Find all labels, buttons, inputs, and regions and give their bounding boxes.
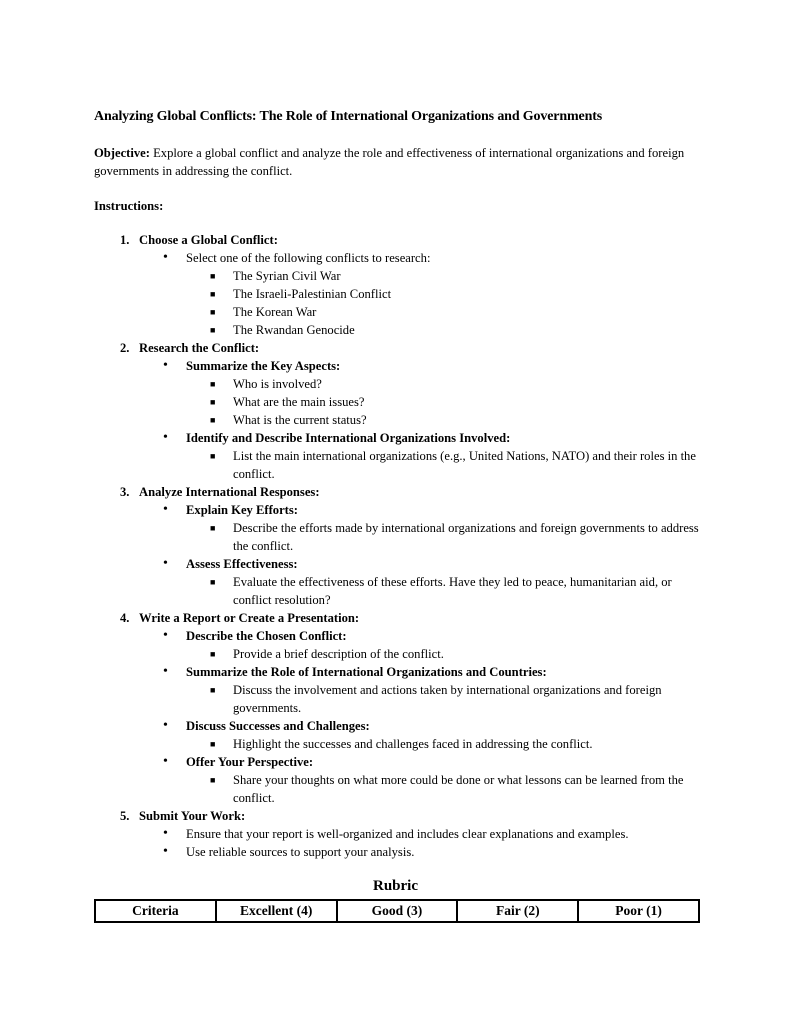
rubric-header-good: Good (3)	[337, 900, 458, 922]
instructions-list	[0, 231, 791, 861]
list-item	[0, 663, 706, 681]
rubric-header-fair: Fair (2)	[457, 900, 578, 922]
list-item	[0, 555, 706, 573]
instruction-step-heading	[0, 807, 791, 825]
sub-list-item-text: What is the current status?	[233, 413, 367, 427]
bullet-icon: •	[163, 502, 168, 517]
sub-list-item-text: Evaluate the effectiveness of these efforts. Have they led to peace, humanitarian aid, or conflict resolution?	[233, 575, 672, 607]
objective-label: Objective:	[94, 146, 150, 160]
page-title: Analyzing Global Conflicts: The Role of International Organizations and Governments	[94, 109, 603, 124]
square-bullet-icon: ■	[210, 649, 216, 659]
rubric-header-poor: Poor (1)	[578, 900, 699, 922]
sub-list-item	[0, 375, 703, 393]
instruction-step-heading	[0, 483, 791, 501]
square-bullet-icon: ■	[210, 415, 216, 425]
step-label: Research the Conflict:	[139, 341, 260, 355]
sub-list-item-text: Provide a brief description of the conflict.	[233, 647, 444, 661]
square-bullet-icon: ■	[210, 451, 216, 461]
square-bullet-icon: ■	[210, 523, 216, 533]
bullet-icon: •	[163, 826, 168, 841]
sub-list-item-text: Who is involved?	[233, 377, 322, 391]
sub-list-item	[0, 681, 703, 717]
square-bullet-icon: ■	[210, 307, 216, 317]
step-number: 1.	[120, 233, 130, 247]
list-item-text: Explain Key Efforts:	[186, 503, 298, 517]
bullet-icon: •	[163, 754, 168, 769]
bullet-icon: •	[163, 718, 168, 733]
rubric-header-criteria: Criteria	[95, 900, 216, 922]
bullet-icon: •	[163, 844, 168, 859]
instruction-step-heading	[0, 231, 791, 249]
square-bullet-icon: ■	[210, 325, 216, 335]
list-item	[0, 429, 706, 447]
list-item-text: Select one of the following conflicts to research:	[186, 251, 431, 265]
rubric-table	[94, 899, 700, 923]
instruction-step	[0, 609, 791, 807]
sub-list-item-text: Share your thoughts on what more could be done or what lessons can be learned from the conflict.	[233, 773, 684, 805]
sub-list-item	[0, 771, 703, 807]
objective-text: Explore a global conflict and analyze the role and effectiveness of international organizations and foreign governments in addressing the conflict.	[94, 146, 685, 178]
list-item	[0, 501, 706, 519]
step-number: 2.	[120, 341, 130, 355]
list-item	[0, 627, 706, 645]
instruction-step	[0, 339, 791, 483]
list-item-text: Ensure that your report is well-organized and includes clear explanations and examples.	[186, 827, 629, 841]
sub-list-item-text: Describe the efforts made by international organizations and foreign governments to address the conflict.	[233, 521, 699, 553]
sub-list-item	[0, 645, 703, 663]
sub-list-item-text: List the main international organizations (e.g., United Nations, NATO) and their roles in the conflict.	[233, 449, 696, 481]
instruction-step	[0, 231, 791, 339]
sub-list-item-text: The Israeli-Palestinian Conflict	[233, 287, 392, 301]
list-item	[0, 825, 706, 843]
step-label: Choose a Global Conflict:	[139, 233, 278, 247]
list-item	[0, 843, 706, 861]
list-item	[0, 717, 706, 735]
step-number: 4.	[120, 611, 130, 625]
list-item-text: Use reliable sources to support your analysis.	[186, 845, 415, 859]
step-label: Write a Report or Create a Presentation:	[139, 611, 360, 625]
instruction-step-heading	[0, 609, 791, 627]
sub-list-item	[0, 519, 703, 555]
objective-paragraph	[94, 144, 704, 180]
list-item	[0, 357, 706, 375]
sub-list-item-text: Highlight the successes and challenges faced in addressing the conflict.	[233, 737, 593, 751]
bullet-icon: •	[163, 250, 168, 265]
sub-list-item	[0, 285, 703, 303]
instruction-step-heading	[0, 339, 791, 357]
list-item-text: Assess Effectiveness:	[186, 557, 298, 571]
sub-list-item-text: Discuss the involvement and actions taken by international organizations and foreign governments.	[233, 683, 662, 715]
list-item	[0, 249, 706, 267]
step-label: Submit Your Work:	[139, 809, 246, 823]
square-bullet-icon: ■	[210, 379, 216, 389]
sub-list-item	[0, 303, 703, 321]
sub-list-item	[0, 393, 703, 411]
square-bullet-icon: ■	[210, 397, 216, 407]
sub-list-item	[0, 735, 703, 753]
list-item-text: Identify and Describe International Organizations Involved:	[186, 431, 511, 445]
rubric-title: Rubric	[373, 878, 418, 894]
rubric-header-row	[95, 900, 699, 922]
instruction-step	[0, 483, 791, 609]
sub-list-item	[0, 321, 703, 339]
list-item-text: Describe the Chosen Conflict:	[186, 629, 347, 643]
bullet-icon: •	[163, 358, 168, 373]
sub-list-item-text: The Rwandan Genocide	[233, 323, 355, 337]
instruction-step	[0, 807, 791, 861]
list-item-text: Summarize the Role of International Organizations and Countries:	[186, 665, 547, 679]
sub-list-item	[0, 267, 703, 285]
step-number: 3.	[120, 485, 130, 499]
sub-list-item	[0, 573, 703, 609]
square-bullet-icon: ■	[210, 775, 216, 785]
rubric-header-excellent: Excellent (4)	[216, 900, 337, 922]
list-item-text: Discuss Successes and Challenges:	[186, 719, 370, 733]
sub-list-item	[0, 447, 703, 483]
list-item-text: Summarize the Key Aspects:	[186, 359, 341, 373]
sub-list-item-text: What are the main issues?	[233, 395, 365, 409]
bullet-icon: •	[163, 556, 168, 571]
step-number: 5.	[120, 809, 130, 823]
sub-list-item	[0, 411, 703, 429]
instructions-heading: Instructions:	[94, 199, 164, 213]
list-item-text: Offer Your Perspective:	[186, 755, 314, 769]
step-label: Analyze International Responses:	[139, 485, 320, 499]
sub-list-item-text: The Korean War	[233, 305, 317, 319]
square-bullet-icon: ■	[210, 271, 216, 281]
list-item	[0, 753, 706, 771]
square-bullet-icon: ■	[210, 739, 216, 749]
bullet-icon: •	[163, 664, 168, 679]
square-bullet-icon: ■	[210, 577, 216, 587]
bullet-icon: •	[163, 628, 168, 643]
sub-list-item-text: The Syrian Civil War	[233, 269, 341, 283]
square-bullet-icon: ■	[210, 289, 216, 299]
square-bullet-icon: ■	[210, 685, 216, 695]
bullet-icon: •	[163, 430, 168, 445]
